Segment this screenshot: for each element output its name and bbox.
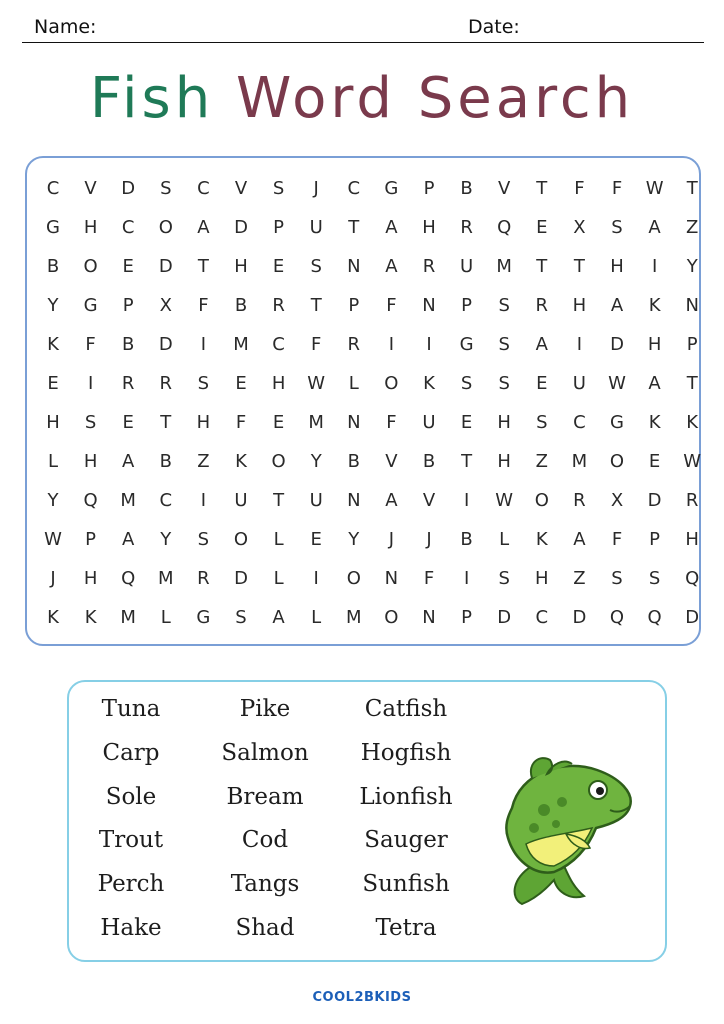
grid-letter: K [47, 607, 59, 628]
grid-letter: S [160, 178, 172, 199]
grid-letter: I [651, 256, 658, 277]
grid-letter: G [610, 412, 624, 433]
grid-letter: A [648, 217, 661, 238]
grid-letter: V [498, 178, 511, 199]
word-item: Salmon [221, 739, 309, 766]
grid-letter: O [233, 529, 249, 550]
grid-letter: D [234, 568, 248, 589]
grid-letter: B [234, 295, 248, 316]
grid-letter: W [307, 373, 326, 394]
grid-letter: Y [348, 529, 360, 550]
grid-letter: Y [686, 256, 698, 277]
grid-letter: H [572, 295, 587, 316]
grid-letter: F [235, 412, 247, 433]
grid-letter: D [685, 607, 700, 628]
grid-letter: H [422, 217, 436, 238]
grid-letter: L [311, 607, 322, 628]
grid-letter: I [313, 568, 319, 589]
grid-letter: A [385, 256, 398, 277]
grid-letter: N [422, 295, 436, 316]
grid-letter: M [308, 412, 324, 433]
grid-letter: S [648, 568, 661, 589]
grid-letter: O [346, 568, 361, 589]
grid-letter: Q [647, 607, 662, 628]
grid-letter: Q [609, 607, 625, 628]
grid-letter: E [235, 373, 247, 394]
grid-letter: N [685, 295, 699, 316]
grid-letter: P [686, 334, 698, 355]
grid-letter: H [83, 217, 98, 238]
grid-letter: T [536, 178, 548, 199]
grid-letter: Z [535, 451, 548, 472]
grid-letter: A [648, 373, 661, 394]
title-fish: Fish [89, 66, 215, 131]
grid-letter: M [346, 607, 362, 628]
title-word-search: Word Search [236, 66, 635, 131]
grid-letter: O [271, 451, 286, 472]
grid-letter: P [122, 295, 134, 316]
grid-letter: K [686, 412, 699, 433]
grid-letter: Q [83, 490, 98, 511]
grid-letter: D [158, 334, 173, 355]
grid-letter: P [348, 295, 360, 316]
grid-letter: M [496, 256, 512, 277]
grid-letter: U [422, 412, 436, 433]
grid-letter: S [84, 412, 97, 433]
letter-grid [25, 156, 701, 646]
grid-letter: D [234, 217, 248, 238]
grid-letter: I [576, 334, 583, 355]
word-item: Bream [226, 783, 304, 810]
grid-letter: U [460, 256, 474, 277]
grid-letter: T [160, 412, 172, 433]
grid-letter: H [83, 568, 98, 589]
grid-letter: R [573, 490, 586, 511]
grid-letter: C [573, 412, 586, 433]
grid-letter: S [498, 295, 510, 316]
grid-letter: N [347, 490, 361, 511]
word-item: Sunfish [362, 871, 450, 898]
grid-letter: F [386, 412, 397, 433]
grid-letter: J [313, 178, 319, 199]
grid-letter: J [388, 529, 395, 550]
grid-letter: S [235, 607, 247, 628]
grid-letter: L [499, 529, 510, 550]
grid-letter: I [463, 568, 470, 589]
grid-letter: F [611, 529, 623, 550]
grid-letter: S [498, 373, 510, 394]
grid-letter: H [83, 451, 98, 472]
grid-letter: A [122, 529, 135, 550]
grid-letter: B [347, 451, 360, 472]
grid-letter: S [536, 412, 548, 433]
grid-letter: G [384, 178, 399, 199]
grid-letter: R [460, 217, 473, 238]
header [0, 0, 724, 44]
grid-letter: E [47, 373, 59, 394]
grid-letter: X [610, 490, 624, 511]
grid-letter: Q [121, 568, 136, 589]
grid-letter: P [273, 217, 285, 238]
grid-letter: A [272, 607, 285, 628]
grid-letter: M [233, 334, 249, 355]
grid-letter: K [648, 295, 661, 316]
grid-letter: J [50, 568, 56, 589]
grid-letter: O [83, 256, 98, 277]
grid-letter: C [347, 178, 361, 199]
grid-letter: N [347, 256, 361, 277]
grid-letter: D [497, 607, 512, 628]
grid-letter: D [610, 334, 624, 355]
grid-letter: S [310, 256, 322, 277]
word-item: Trout [98, 827, 164, 854]
grid-letter: Y [310, 451, 322, 472]
grid-letter: T [197, 256, 209, 277]
word-item: Sauger [364, 827, 448, 854]
grid-letter: E [122, 256, 134, 277]
grid-letter: F [311, 334, 322, 355]
grid-letter: E [536, 373, 548, 394]
grid-letter: Y [47, 490, 59, 511]
grid-letter: N [347, 412, 361, 433]
grid-letter: U [234, 490, 248, 511]
grid-letter: R [159, 373, 173, 394]
grid-letter: I [87, 373, 94, 394]
grid-letter: H [46, 412, 60, 433]
grid-letter: B [460, 529, 473, 550]
grid-letter: V [385, 451, 398, 472]
grid-letter: L [160, 607, 171, 628]
page-title [0, 64, 724, 134]
grid-letter: C [197, 178, 210, 199]
grid-letter: B [422, 451, 436, 472]
grid-letter: T [310, 295, 322, 316]
grid-letter: Z [686, 217, 699, 238]
grid-letter: L [348, 373, 359, 394]
grid-letter: O [158, 217, 173, 238]
grid-letter: L [273, 529, 284, 550]
grid-letter: L [47, 451, 59, 472]
grid-letter: D [647, 490, 662, 511]
grid-letter: R [422, 256, 436, 277]
grid-letter: U [309, 490, 323, 511]
grid-letter: V [84, 178, 97, 199]
grid-letter: T [536, 256, 548, 277]
grid-letter: F [423, 568, 435, 589]
grid-letter: P [85, 529, 97, 550]
grid-letter: E [272, 412, 285, 433]
word-item: Cod [241, 827, 289, 854]
grid-letter: S [498, 568, 510, 589]
grid-letter: H [497, 451, 511, 472]
grid-letter: A [197, 217, 210, 238]
grid-letter: Z [573, 568, 586, 589]
grid-letter: D [158, 256, 173, 277]
grid-letter: J [426, 529, 432, 550]
grid-letter: T [461, 451, 473, 472]
grid-letter: K [648, 412, 661, 433]
grid-letter: D [572, 607, 587, 628]
word-item: Shad [235, 915, 295, 941]
grid-letter: I [200, 334, 207, 355]
grid-letter: O [609, 451, 625, 472]
grid-letter: P [423, 178, 435, 199]
word-item: Tetra [375, 915, 437, 941]
grid-letter: O [384, 607, 399, 628]
grid-letter: M [120, 607, 136, 628]
grid-letter: B [159, 451, 172, 472]
grid-letter: K [535, 529, 548, 550]
grid-letter: Y [47, 295, 59, 316]
grid-letter: E [310, 529, 322, 550]
grid-letter: H [234, 256, 248, 277]
grid-letter: A [385, 217, 398, 238]
grid-letter: I [463, 490, 470, 511]
grid-letter: R [347, 334, 361, 355]
grid-letter: H [685, 529, 699, 550]
grid-letter: F [85, 334, 96, 355]
grid-letter: F [198, 295, 209, 316]
grid-letter: G [459, 334, 474, 355]
grid-letter: F [574, 178, 585, 199]
grid-letter: E [536, 217, 548, 238]
grid-letter: M [571, 451, 588, 472]
grid-letter: Z [197, 451, 210, 472]
grid-letter: H [535, 568, 549, 589]
grid-letter: K [84, 607, 97, 628]
grid-letter: D [121, 178, 136, 199]
grid-letter: P [649, 529, 661, 550]
grid-letter: H [497, 412, 511, 433]
grid-letter: C [121, 217, 135, 238]
grid-letter: A [385, 490, 398, 511]
grid-letter: R [685, 490, 699, 511]
grid-letter: E [460, 412, 473, 433]
date-label: Date: [468, 16, 520, 38]
word-item: Carp [102, 739, 160, 766]
grid-letter: N [384, 568, 399, 589]
grid-letter: P [461, 607, 473, 628]
grid-letter: E [122, 412, 134, 433]
grid-letter: S [197, 529, 210, 550]
grid-letter: K [235, 451, 247, 472]
word-item: Hake [100, 915, 162, 941]
grid-letter: B [460, 178, 473, 199]
word-item: Hogfish [360, 739, 452, 766]
word-item: Tangs [230, 871, 300, 898]
grid-letter: C [272, 334, 285, 355]
grid-letter: H [196, 412, 211, 433]
grid-letter: H [610, 256, 624, 277]
grid-letter: A [610, 295, 624, 316]
grid-letter: N [422, 607, 436, 628]
word-item: Tuna [101, 696, 161, 722]
grid-letter: T [686, 373, 698, 394]
grid-letter: T [348, 217, 360, 238]
grid-letter: Y [160, 529, 172, 550]
name-label: Name: [34, 16, 97, 38]
grid-letter: L [273, 568, 284, 589]
header-rule [22, 42, 704, 43]
grid-letter: C [159, 490, 173, 511]
grid-letter: R [121, 373, 135, 394]
grid-letter: F [386, 295, 397, 316]
grid-letter: X [573, 217, 586, 238]
grid-letter: Q [497, 217, 512, 238]
word-item: Catfish [364, 696, 448, 722]
grid-letter: I [426, 334, 432, 355]
grid-letter: A [122, 451, 135, 472]
grid-letter: V [422, 490, 436, 511]
grid-letter: G [46, 217, 60, 238]
grid-letter: S [272, 178, 285, 199]
grid-letter: K [423, 373, 435, 394]
brand-logo [310, 986, 414, 1010]
grid-letter: G [83, 295, 98, 316]
grid-letter: U [309, 217, 323, 238]
word-item: Pike [239, 696, 291, 722]
grid-letter: C [535, 607, 549, 628]
grid-letter: S [611, 217, 623, 238]
grid-letter: E [272, 256, 285, 277]
grid-letter: K [47, 334, 59, 355]
grid-letter: R [272, 295, 285, 316]
grid-letter: B [122, 334, 135, 355]
grid-letter: U [572, 373, 586, 394]
grid-letter: B [46, 256, 60, 277]
grid-letter: I [200, 490, 207, 511]
grid-letter: Q [685, 568, 700, 589]
grid-letter: A [573, 529, 586, 550]
grid-letter: S [197, 373, 210, 394]
grid-letter: R [535, 295, 549, 316]
grid-letter: H [647, 334, 662, 355]
grid-letter: R [197, 568, 210, 589]
grid-letter: G [196, 607, 211, 628]
grid-letter: W [44, 529, 62, 550]
grid-letter: S [498, 334, 510, 355]
word-item: Perch [97, 871, 165, 898]
grid-letter: M [120, 490, 136, 511]
grid-letter: I [388, 334, 395, 355]
fish-icon [492, 748, 642, 908]
grid-letter: T [573, 256, 585, 277]
grid-letter: W [683, 451, 702, 472]
grid-letter: A [535, 334, 548, 355]
grid-letter: V [234, 178, 248, 199]
grid-letter: T [273, 490, 285, 511]
word-item: Sole [105, 783, 157, 810]
grid-letter: W [495, 490, 514, 511]
grid-letter: S [460, 373, 473, 394]
grid-letter: S [611, 568, 623, 589]
word-item: Lionfish [359, 783, 453, 810]
grid-letter: X [159, 295, 172, 316]
grid-letter: O [384, 373, 399, 394]
grid-letter: E [648, 451, 661, 472]
grid-letter: T [686, 178, 698, 199]
grid-letter: C [46, 178, 60, 199]
grid-letter: W [645, 178, 664, 199]
logo-text: COOL2BKIDS [312, 990, 412, 1005]
grid-letter: P [461, 295, 473, 316]
grid-letter: O [534, 490, 549, 511]
grid-letter: F [611, 178, 623, 199]
grid-letter: W [608, 373, 626, 394]
grid-letter: M [158, 568, 174, 589]
grid-letter: H [271, 373, 286, 394]
